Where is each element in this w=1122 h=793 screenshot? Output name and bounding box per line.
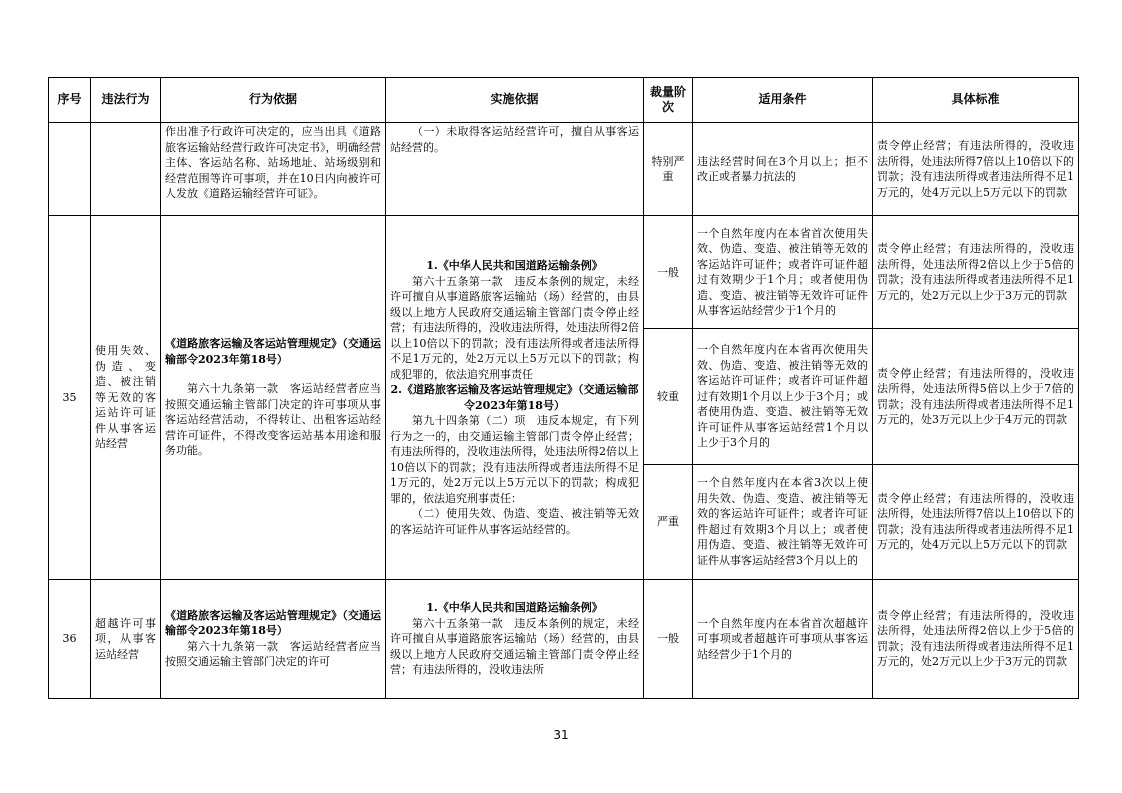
header-cond: 适用条件 xyxy=(693,78,873,123)
header-basis: 行为依据 xyxy=(161,78,386,123)
row36-level: 一般 xyxy=(644,579,693,698)
header-act: 违法行为 xyxy=(91,78,161,123)
row35-impl-para-2: 第九十四条第（二）项 违反本规定，有下列行为之一的，由交通运输主管部门责令停止经营；有违法所得的，没收违法所得，处违法所得2倍以上10倍以下的罚款；没有违法所得或者违法所得不足1万元的，处2万元以上5万元以下的罚款；构成犯罪的，依法追究刑事责任： xyxy=(390,414,639,505)
row36-basis xyxy=(161,579,386,698)
cont-act-cell xyxy=(91,123,161,216)
row35-impl xyxy=(386,216,644,579)
row35-seq: 35 xyxy=(49,216,91,579)
row36-impl-title-1: 1.《中华人民共和国道路运输条例》 xyxy=(426,601,603,615)
row36-basis-text: 第六十九条第一款 客运站经营者应当按照交通运输主管部门决定的许可 xyxy=(165,639,381,669)
row35-cond-3: 一个自然年度内在本省3次以上使用失效、伪造、变造、被注销等无效的客运站许可证件；或者许可证件超过有效期3个月以上；或者使用伪造、变造、被注销等无效许可证件从事客运站经营3个月以上的 xyxy=(693,464,873,579)
row35-level-2: 较重 xyxy=(644,329,693,464)
cont-impl-text: （一）未取得客运站经营许可，擅自从事客运站经营的。 xyxy=(390,125,639,154)
row35-impl-title-2: 2.《道路旅客运输及客运站管理规定》（交通运输部令2023年第18号） xyxy=(390,383,639,412)
row36-impl xyxy=(386,579,644,698)
header-level: 裁量阶次 xyxy=(644,78,693,123)
row35-impl-para-3: （二）使用失效、伪造、变造、被注销等无效的客运站许可证件从事客运站经营的。 xyxy=(390,507,639,536)
cont-impl-cell xyxy=(386,123,644,216)
row35-cond-1: 一个自然年度内在本省首次使用失效、伪造、变造、被注销等无效的客运站许可证件；或者许可证件超过有效期少于1个月；或者使用伪造、变造、被注销等无效许可证件从事客运站经营少于1个月的 xyxy=(693,216,873,329)
row35-cond-2: 一个自然年度内在本省再次使用失效、伪造、变造、被注销等无效的客运站许可证件；或者许可证件超过有效期1个月以上少于3个月；或者使用伪造、变造、被注销等无效许可证件从事客运站经营1个月以上少于3个月的 xyxy=(693,329,873,464)
row35-basis xyxy=(161,216,386,579)
table-row-continued xyxy=(49,123,1079,216)
row36-cond: 一个自然年度内在本省首次超越许可事项或者超越许可事项从事客运站经营少于1个月的 xyxy=(693,579,873,698)
cont-cond-cell: 违法经营时间在3个月以上；拒不改正或者暴力抗法的 xyxy=(693,123,873,216)
page-number: 31 xyxy=(553,728,569,742)
header-std: 具体标准 xyxy=(873,78,1079,123)
cont-std-cell: 责令停止经营；有违法所得的，没收违法所得，处违法所得7倍以上10倍以下的罚款；没有违法所得或者违法所得不足1万元的，处4万元以上5万元以下的罚款 xyxy=(873,123,1079,216)
penalty-standard-table xyxy=(48,77,1079,699)
cont-basis-cell: 作出准予行政许可决定的，应当出具《道路旅客运输站经营行政许可决定书》，明确经营主体、客运站名称、站场地址、站场级别和经营范围等许可事项，并在10日内向被许可人发放《道路运输经营许可证》。 xyxy=(161,123,386,216)
row36-seq: 36 xyxy=(49,579,91,698)
row35-std-3: 责令停止经营；有违法所得的，没收违法所得，处违法所得7倍以上10倍以下的罚款；没有违法所得或者违法所得不足1万元的，处4万元以上5万元以下的罚款 xyxy=(873,464,1079,579)
row36-std: 责令停止经营；有违法所得的，没收违法所得，处违法所得2倍以上少于5倍的罚款；没有违法所得或者违法所得不足1万元的，处2万元以上少于3万元的罚款 xyxy=(873,579,1079,698)
row35-basis-text: 第六十九条第一款 客运站经营者应当按照交通运输主管部门决定的许可事项从事客运站经营活动，不得转让、出租客运站经营许可证件，不得改变客运站基本用途和服务功能。 xyxy=(165,382,381,458)
row35-act: 使用失效、伪造、变造、被注销等无效的客运站许可证件从事客运站经营 xyxy=(91,216,161,579)
row35-std-2: 责令停止经营；有违法所得的，没收违法所得，处违法所得5倍以上少于7倍的罚款；没有违法所得或者违法所得不足1万元的，处3万元以上少于4万元的罚款 xyxy=(873,329,1079,464)
row35-basis-title: 《道路旅客运输及客运站管理规定》（交通运输部令2023年第18号） xyxy=(165,337,381,366)
table-row-36 xyxy=(49,579,1079,698)
row35-std-1: 责令停止经营；有违法所得的，没收违法所得，处违法所得2倍以上少于5倍的罚款；没有违法所得或者违法所得不足1万元的，处2万元以上少于3万元的罚款 xyxy=(873,216,1079,329)
row35-impl-para-1: 第六十五条第一款 违反本条例的规定，未经许可擅自从事道路旅客运输站（场）经营的，由县级以上地方人民政府交通运输主管部门责令停止经营；有违法所得的，没收违法所得，处违法所得2倍以上10倍以下的罚款；没有违法所得或者违法所得不足1万元的，处2万元以上5万元以下的罚款；构成犯罪的，依法追究刑事责任 xyxy=(390,274,639,381)
row36-act: 超越许可事项，从事客运站经营 xyxy=(91,579,161,698)
row35-level-3: 严重 xyxy=(644,464,693,579)
table-row-35-a xyxy=(49,216,1079,329)
row36-basis-title: 《道路旅客运输及客运站管理规定》（交通运输部令2023年第18号） xyxy=(165,608,381,638)
cont-level-cell: 特别严重 xyxy=(644,123,693,216)
row36-impl-para-1: 第六十五条第一款 违反本条例的规定，未经许可擅自从事道路旅客运输站（场）经营的，由县级以上地方人民政府交通运输主管部门责令停止经营；有违法所得的，没收违法所 xyxy=(390,616,639,677)
header-impl: 实施依据 xyxy=(386,78,644,123)
row35-impl-title-1: 1.《中华人民共和国道路运输条例》 xyxy=(426,259,603,273)
cont-seq-cell xyxy=(49,123,91,216)
header-seq: 序号 xyxy=(49,78,91,123)
header-row xyxy=(49,78,1079,123)
row35-level-1: 一般 xyxy=(644,216,693,329)
